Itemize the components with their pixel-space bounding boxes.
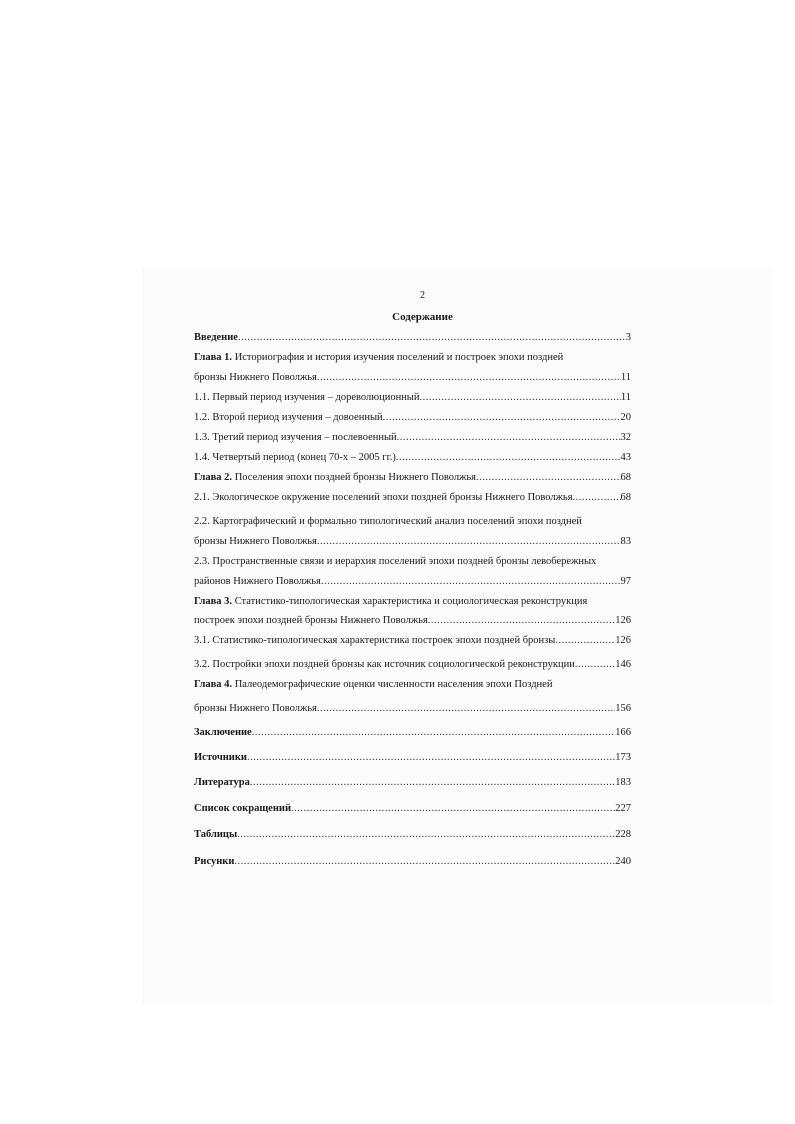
toc-entry-abbreviations	[194, 802, 631, 815]
leader-dots	[250, 776, 615, 789]
toc-entry-page: 68	[620, 492, 631, 503]
toc-entry-text: бронзы Нижнего Поволжья	[194, 536, 317, 547]
toc-entry-bold: Источники	[194, 752, 247, 763]
toc-entry-page: 68	[620, 472, 631, 483]
toc-entry-text: 1.1. Первый период изучения – дореволюционный	[194, 392, 420, 403]
toc-entry-chapter-2	[194, 471, 631, 484]
leader-dots	[397, 431, 621, 444]
leader-dots	[317, 371, 621, 384]
toc-entry-2-2-title	[194, 515, 631, 528]
toc-entry-page: 183	[615, 777, 631, 788]
toc-entry-page: 126	[615, 635, 631, 646]
toc-entry-text: 1.4. Четвертый период (конец 70-х – 2005 гг.)	[194, 452, 396, 463]
toc-entry-page: 227	[615, 803, 631, 814]
toc-entry-page: 173	[615, 752, 631, 763]
toc-entry-2-1	[194, 491, 631, 504]
toc-entry-chapter-4-title	[194, 678, 631, 691]
leader-dots	[234, 855, 615, 868]
toc-entry-text: Статистико-типологическая характеристика и социологическая реконструкция	[232, 596, 588, 607]
leader-dots	[252, 726, 616, 739]
toc-entry-text: Поселения эпохи поздней бронзы Нижнего Поволжья	[232, 472, 477, 483]
toc-entry-page: 156	[615, 703, 631, 714]
toc-entry-text: бронзы Нижнего Поволжья	[194, 372, 317, 383]
toc-entry-3-2	[194, 658, 631, 671]
toc-entry-text: бронзы Нижнего Поволжья	[194, 703, 317, 714]
toc-entry-conclusion	[194, 726, 631, 739]
toc-entry-bold: Заключение	[194, 727, 252, 738]
toc-entry-bold: Глава 4.	[194, 679, 233, 690]
toc-entry-3-1	[194, 634, 631, 647]
toc-entry-text: 1.3. Третий период изучения – послевоенный	[194, 432, 397, 443]
toc-entry-bold: Глава 2.	[194, 472, 233, 483]
toc-entry-bold: Таблицы	[194, 829, 238, 840]
toc-title: Содержание	[392, 311, 453, 323]
toc-entry-page: 97	[620, 576, 631, 587]
leader-dots	[238, 331, 626, 344]
toc-entry-text: районов Нижнего Поволжья	[194, 576, 321, 587]
toc-entry-bold: Глава 1.	[194, 352, 233, 363]
leader-dots	[247, 751, 615, 764]
toc-entry-text: 1.2. Второй период изучения – довоенный	[194, 412, 383, 423]
toc-entry-1-3	[194, 431, 631, 444]
toc-entry-text: 2.1. Экологическое окружение поселений эпохи поздней бронзы Нижнего Поволжья	[194, 492, 573, 503]
toc-entry-bold: Введение	[194, 332, 238, 343]
toc-entry-intro	[194, 331, 631, 344]
toc-entry-1-4	[194, 451, 631, 464]
leader-dots	[321, 575, 621, 588]
leader-dots	[419, 391, 620, 404]
toc-entry-chapter-4	[194, 702, 631, 715]
toc-entry-sources	[194, 751, 631, 764]
toc-entry-bold: Рисунки	[194, 856, 235, 867]
toc-entry-chapter-1	[194, 371, 631, 384]
toc-entry-page: 43	[620, 452, 631, 463]
leader-dots	[575, 658, 615, 671]
toc-entry-literature	[194, 776, 631, 789]
toc-entry-bold: Литература	[194, 777, 250, 788]
leader-dots	[383, 411, 621, 424]
leader-dots	[291, 802, 615, 815]
toc-entry-tables	[194, 828, 631, 841]
leader-dots	[428, 614, 616, 627]
toc-entry-page: 146	[615, 659, 631, 670]
leader-dots	[476, 471, 620, 484]
toc-entry-page: 11	[620, 392, 631, 403]
toc-entry-page: 32	[620, 432, 631, 443]
toc-entry-text: 3.1. Статистико-типологическая характеристика построек эпохи поздней бронзы	[194, 635, 556, 646]
toc-entry-2-3	[194, 575, 631, 588]
toc-entry-figures	[194, 855, 631, 868]
toc-entry-page: 126	[615, 615, 631, 626]
toc-entry-2-2	[194, 535, 631, 548]
toc-entry-page: 228	[615, 829, 631, 840]
leader-dots	[317, 535, 621, 548]
toc-entry-text: Историография и история изучения поселений и построек эпохи поздней	[232, 352, 564, 363]
leader-dots	[396, 451, 621, 464]
toc-entry-text: 3.2. Постройки эпохи поздней бронзы как источник социологической реконструкции	[194, 659, 575, 670]
toc-entry-chapter-3-title	[194, 595, 631, 608]
toc-entry-chapter-3	[194, 614, 631, 627]
toc-entry-1-1	[194, 391, 631, 404]
toc-entry-text: Палеодемографические оценки численности населения эпохи Поздней	[232, 679, 553, 690]
toc-entry-bold: Список сокращений	[194, 803, 291, 814]
toc-entry-1-2	[194, 411, 631, 424]
toc-entry-page: 3	[625, 332, 631, 343]
toc-entry-text: 2.2. Картографический и формально типологический анализ поселений эпохи поздней	[194, 516, 582, 527]
toc-entry-page: 166	[615, 727, 631, 738]
leader-dots	[237, 828, 615, 841]
toc-entry-2-3-title	[194, 555, 631, 568]
toc-entry-page: 83	[620, 536, 631, 547]
leader-dots	[573, 491, 621, 504]
toc-entry-text: 2.3. Пространственные связи и иерархия поселений эпохи поздней бронзы левобережных	[194, 556, 597, 567]
leader-dots	[317, 702, 615, 715]
toc-entry-bold: Глава 3.	[194, 596, 233, 607]
toc-entry-page: 240	[615, 856, 631, 867]
leader-dots	[555, 634, 615, 647]
toc-entry-text: построек эпохи поздней бронзы Нижнего Поволжья	[194, 615, 428, 626]
page-number: 2	[420, 290, 425, 301]
toc-entry-chapter-1-title	[194, 351, 631, 364]
toc-entry-page: 11	[620, 372, 631, 383]
toc-entry-page: 20	[620, 412, 631, 423]
